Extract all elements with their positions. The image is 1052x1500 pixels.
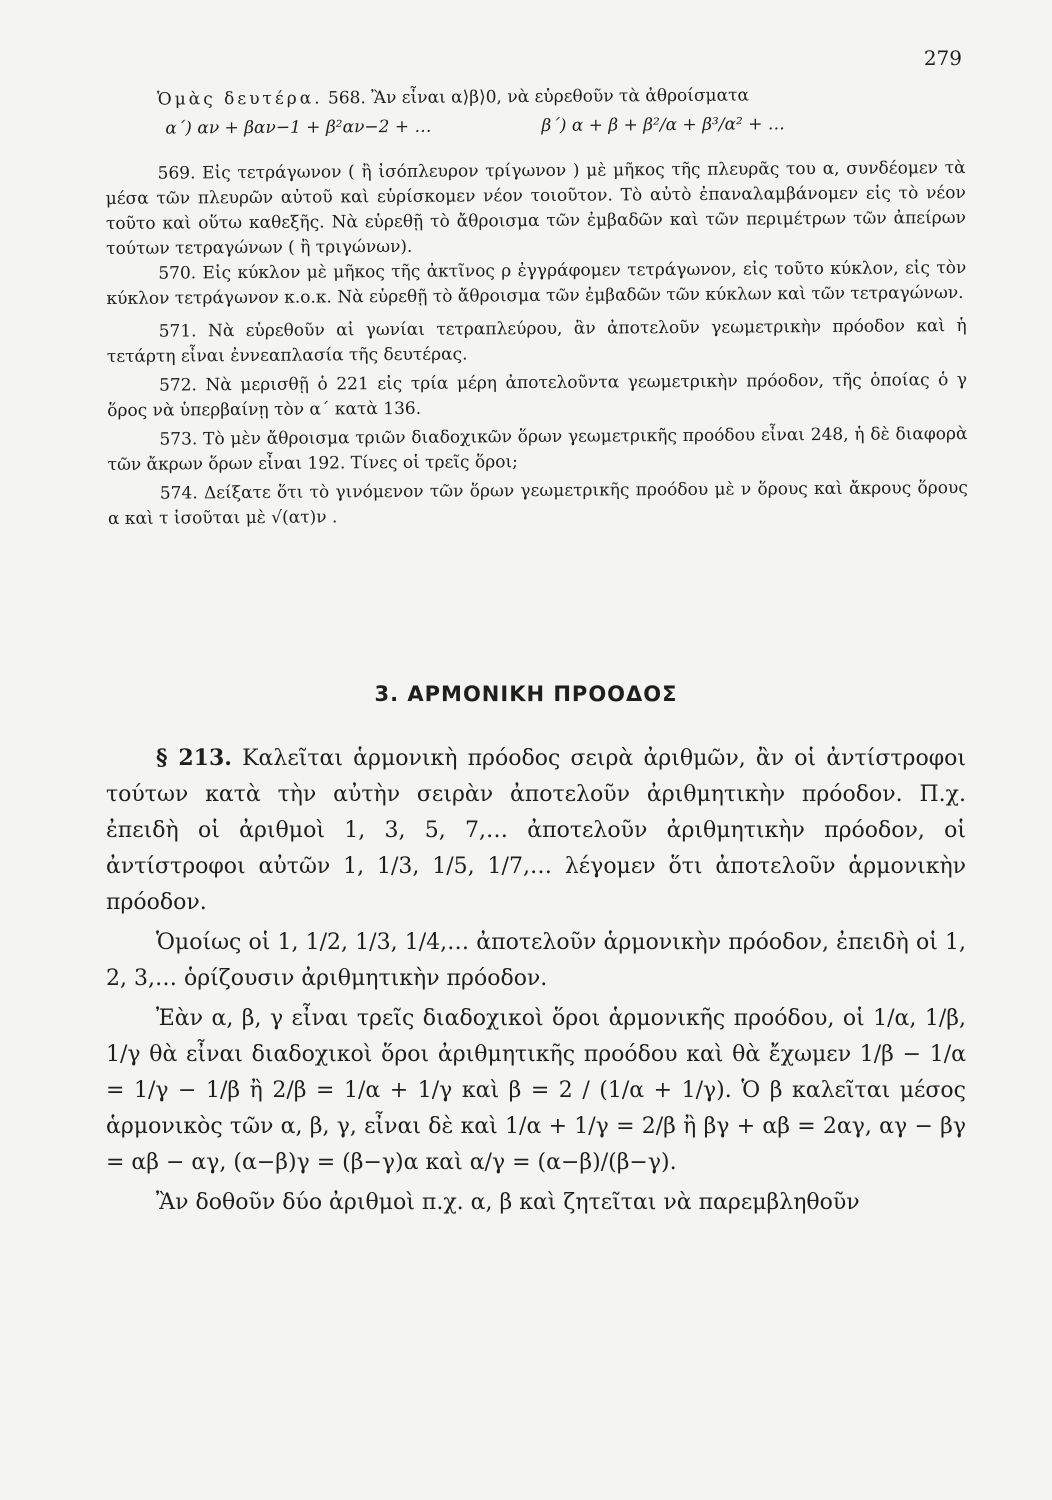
exercise-568-text: 568. Ἂν εἶναι α⟩β⟩0, νὰ εὑρεθοῦν τὰ ἀθροίσματα: [327, 85, 750, 109]
paragraph-derivation: Ἐὰν α, β, γ εἶναι τρεῖς διαδοχικοὶ ὅροι ἁρμονικῆς προόδου, οἱ 1/α, 1/β, 1/γ θὰ εἶναι διαδοχικοὶ ὅροι ἀριθμητικῆς προόδου καὶ θὰ ἔχωμεν 1/β − 1/α = 1/γ − 1/β ἢ 2/β = 1/α + 1/γ καὶ β = 2 / (1/α + 1/γ). Ὁ β καλεῖται μέσος ἁρμονικὸς τῶν α, β, γ, εἶναι δὲ καὶ 1/α + 1/γ = 2/β ἢ βγ + αβ = 2αγ, αγ − βγ = αβ − αγ, (α−β)γ = (β−γ)α καὶ α/γ = (α−β)/(β−γ).: [106, 1006, 966, 1175]
formula-b: β΄) α + β + β²/α + β³/α² + …: [541, 114, 785, 136]
exercise-570: 570. Εἰς κύκλον μὲ μῆκος τῆς ἀκτῖνος ρ ἐγγράφομεν τετράγωνον, εἰς τοῦτο κύκλον, εἰς τὸν κύκλον τετράγωνον κ.ο.κ. Νὰ εὑρεθῇ τὸ ἄθροισμα τῶν ἐμβαδῶν τῶν κύκλων καὶ τῶν τετραγώνων.: [106, 257, 967, 309]
section-body: [106, 740, 966, 1225]
exercise-573: 573. Τὸ μὲν ἄθροισμα τριῶν διαδοχικῶν ὅρων γεωμετρικῆς προόδου εἶναι 248, ἡ δὲ διαφορὰ τῶν ἄκρων ὅρων εἶναι 192. Τίνες οἱ τρεῖς ὅροι;: [107, 423, 968, 475]
exercise-568: [105, 82, 965, 113]
formula-a: α΄) αν + βαν−1 + β²αν−2 + …: [165, 116, 432, 139]
exercise-574: 574. Δείξατε ὅτι τὸ γινόμενον τῶν ὅρων γεωμετρικῆς προόδου μὲ ν ὅρους καὶ ἄκρους ὅρους α καὶ τ ἰσοῦται μὲ √(ατ)ν .: [107, 477, 968, 529]
exercise-568-formulas: [105, 111, 965, 142]
exercise-572: 572. Νὰ μερισθῇ ὁ 221 εἰς τρία μέρη ἀποτελοῦντα γεωμετρικὴν πρόοδον, τῆς ὁποίας ὁ γ ὅρος νὰ ὑπερβαίνῃ τὸν α΄ κατὰ 136.: [107, 369, 968, 421]
paragraph-example: Ὁμοίως οἱ 1, 1/2, 1/3, 1/4,… ἀποτελοῦν ἁρμονικὴν πρόοδον, ἐπειδὴ οἱ 1, 2, 3,… ὁρίζουσιν ἀριθμητικὴν πρόοδον.: [106, 930, 966, 991]
exercises-block: [105, 82, 968, 532]
paragraph-continuation: Ἂν δοθοῦν δύο ἀριθμοὶ π.χ. α, β καὶ ζητεῖται νὰ παρεμβληθοῦν: [156, 1190, 860, 1215]
section-number: § 213.: [156, 745, 232, 771]
paragraph-definition-text: Καλεῖται ἁρμονικὴ πρόοδος σειρὰ ἀριθμῶν, ἂν οἱ ἀντίστροφοι τούτων κατὰ τὴν αὐτὴν σειρὰν ἀποτελοῦν ἀριθμητικὴν πρόοδον. Π.χ. ἐπειδὴ οἱ ἀριθμοὶ 1, 3, 5, 7,… ἀποτελοῦν ἀριθμητικὴν πρόοδον, οἱ ἀντίστροφοι αὐτῶν 1, 1/3, 1/5, 1/7,… λέγομεν ὅτι ἀποτελοῦν ἁρμονικὴν πρόοδον.: [106, 746, 966, 915]
paragraph-definition: [106, 740, 966, 921]
exercise-569: 569. Εἰς τετράγωνον ( ἢ ἰσόπλευρον τρίγωνον ) μὲ μῆκος τῆς πλευρᾶς του α, συνδέομεν τὰ μέσα τῶν πλευρῶν αὐτοῦ καὶ εὑρίσκομεν νέον τοιοῦτον. Τὸ αὐτὸ ἐπαναλαμβάνομεν εἰς τὸ νέον τοῦτο καὶ οὕτω καθεξῆς. Νὰ εὑρεθῇ τὸ ἄθροισμα τῶν ἐμβαδῶν καὶ τῶν περιμέτρων τῶν ἀπείρων τούτων τετραγώνων ( ἢ τριγώνων).: [105, 157, 966, 259]
group-heading: Ὁμὰς δευτέρα.: [157, 88, 323, 110]
exercise-571: 571. Νὰ εὑρεθοῦν αἱ γωνίαι τετραπλεύρου, ἂν ἀποτελοῦν γεωμετρικὴν πρόοδον καὶ ἡ τετάρτη εἶναι ἐννεαπλασία τῆς δευτέρας.: [106, 315, 967, 367]
page-number: 279: [923, 46, 962, 70]
section-title: 3. ΑΡΜΟΝΙΚΗ ΠΡΟΟΔΟΣ: [374, 682, 678, 706]
